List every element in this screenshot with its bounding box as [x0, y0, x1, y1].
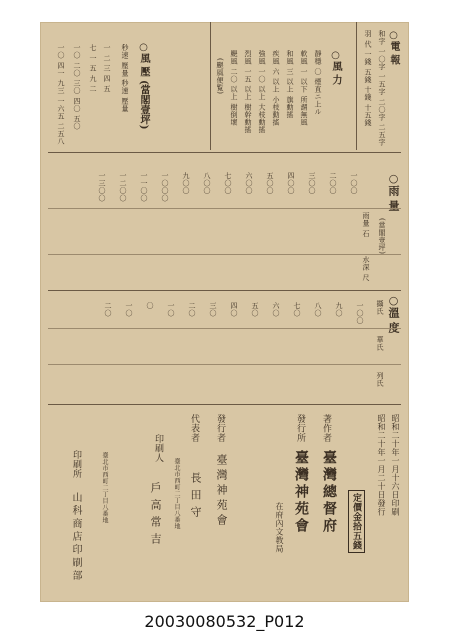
wind-pressure-row: 一〇 四一 九三 一六五 二五八 [57, 44, 65, 145]
publisher-name: 臺灣神苑會 [293, 450, 309, 535]
value-cell: 一〇〇〇 [161, 172, 169, 202]
rainfall-heading: ○雨 量 [387, 172, 400, 211]
value-cell: 九〇〇 [182, 172, 190, 195]
wind-force-row: 強風 一〇 以上 大枝動搖 [258, 50, 266, 134]
value-cell: 二〇〇 [329, 172, 337, 195]
printer-name: 戶高常吉 [149, 482, 162, 550]
rule [48, 254, 401, 255]
printer-address: 臺北市西町二丁目八番地 [173, 458, 180, 530]
value-cell: 一〇 [125, 302, 133, 317]
press-name: 山科商店印刷部 [70, 492, 81, 583]
wind-force-row: 疾風 六 以上 小枝動搖 [272, 50, 280, 126]
telegram-row-1: 和字 一〇字 一五字 二〇字 二五字 [378, 30, 386, 146]
wind-force-row: 軟風 一 以下 所謂無風 [300, 50, 308, 126]
divider [356, 22, 357, 150]
wind-force-row: 烈風 一五 以上 樹幹動搖 [244, 50, 252, 134]
issuer-name: 臺灣神苑會 [215, 454, 228, 529]
value-cell: 一〇〇 [356, 302, 364, 325]
section-divider [48, 152, 401, 153]
printer-label: 印刷人 [153, 434, 163, 463]
wind-pressure-row: 一〇 二〇 三〇 四〇 五〇 [73, 44, 81, 130]
wind-pressure-row: 一 二 三 四 五 [103, 44, 111, 93]
issuer-label: 發行者 [215, 414, 225, 443]
press-address: 臺北市西町二丁目八番地 [101, 452, 108, 524]
value-cell: 五〇 [251, 302, 259, 317]
rainfall-col-label: 水深 尺 [362, 256, 370, 282]
value-cell: 六〇 [272, 302, 280, 317]
value-cell: 四〇〇 [287, 172, 295, 195]
value-cell: 一一〇〇 [140, 172, 148, 202]
telegram-row-2: 羽 代 一錢 五錢 十錢 十五錢 [364, 30, 372, 127]
document-id: 20030080532_P012 [144, 612, 305, 631]
publisher-label: 發行所 [295, 414, 305, 443]
wind-force-row: 靜穩 〇 煙直ニ上ル [314, 50, 322, 116]
temperature-heading: ○溫 度 [387, 294, 400, 333]
temp-label: 華氏 [376, 336, 384, 351]
telegram-heading: ○電 報 [388, 30, 399, 65]
value-cell: 八〇〇 [203, 172, 211, 195]
rule [48, 208, 401, 209]
publish-date: 昭和二十年一月二十日發行 [377, 414, 386, 516]
price-box: 定價金拾五錢 [348, 490, 365, 553]
publisher-address: 在府內文教局 [275, 502, 284, 553]
value-cell: 一二〇〇 [119, 172, 127, 202]
wind-force-row: 颶風 二〇 以上 樹倒壞 [230, 50, 238, 126]
value-cell: 六〇〇 [245, 172, 253, 195]
value-cell: 〇 [146, 302, 154, 310]
value-cell: 三〇〇 [308, 172, 316, 195]
wind-pressure-row: 七 一 五 九 二 [89, 44, 97, 93]
value-cell: 五〇〇 [266, 172, 274, 195]
rainfall-subheading: (當閣壹坪) [378, 218, 386, 255]
value-cell: 八〇 [314, 302, 322, 317]
author-label: 著作者 [321, 414, 331, 443]
value-cell: 二〇 [104, 302, 112, 317]
rainfall-col-label: 雨量 石 [362, 212, 370, 238]
author-name: 臺灣總督府 [321, 450, 337, 535]
value-cell: 一〇〇 [350, 172, 358, 195]
temp-label: 列氏 [376, 372, 384, 387]
rep-name: 長田守 [189, 472, 202, 523]
rule [48, 364, 401, 365]
temp-label: 攝氏 [376, 300, 384, 315]
print-date: 昭和二十年一月十六日印刷 [391, 414, 400, 516]
divider [210, 22, 211, 150]
rule [48, 328, 401, 329]
document-page [40, 22, 409, 602]
value-cell: 七〇〇 [224, 172, 232, 195]
value-cell: 四〇 [230, 302, 238, 317]
value-cell: 一〇 [167, 302, 175, 317]
section-divider [48, 290, 401, 291]
value-cell: 一三〇〇 [98, 172, 106, 202]
wind-force-note: (颶風便覧) [216, 58, 224, 95]
value-cell: 九〇 [335, 302, 343, 317]
section-divider [48, 404, 401, 405]
rep-label: 代表者 [189, 414, 199, 443]
value-cell: 二〇 [188, 302, 196, 317]
wind-pressure-header: 秒速 壓量 秒速 壓量 [121, 44, 129, 113]
wind-force-heading: ○風 力 [330, 50, 341, 85]
wind-pressure-heading: ○風 壓 (當閣壹坪) [138, 42, 149, 130]
value-cell: 七〇 [293, 302, 301, 317]
press-label: 印刷所 [71, 450, 81, 479]
value-cell: 三〇 [209, 302, 217, 317]
wind-force-row: 和風 三 以上 旗動搖 [286, 50, 294, 119]
